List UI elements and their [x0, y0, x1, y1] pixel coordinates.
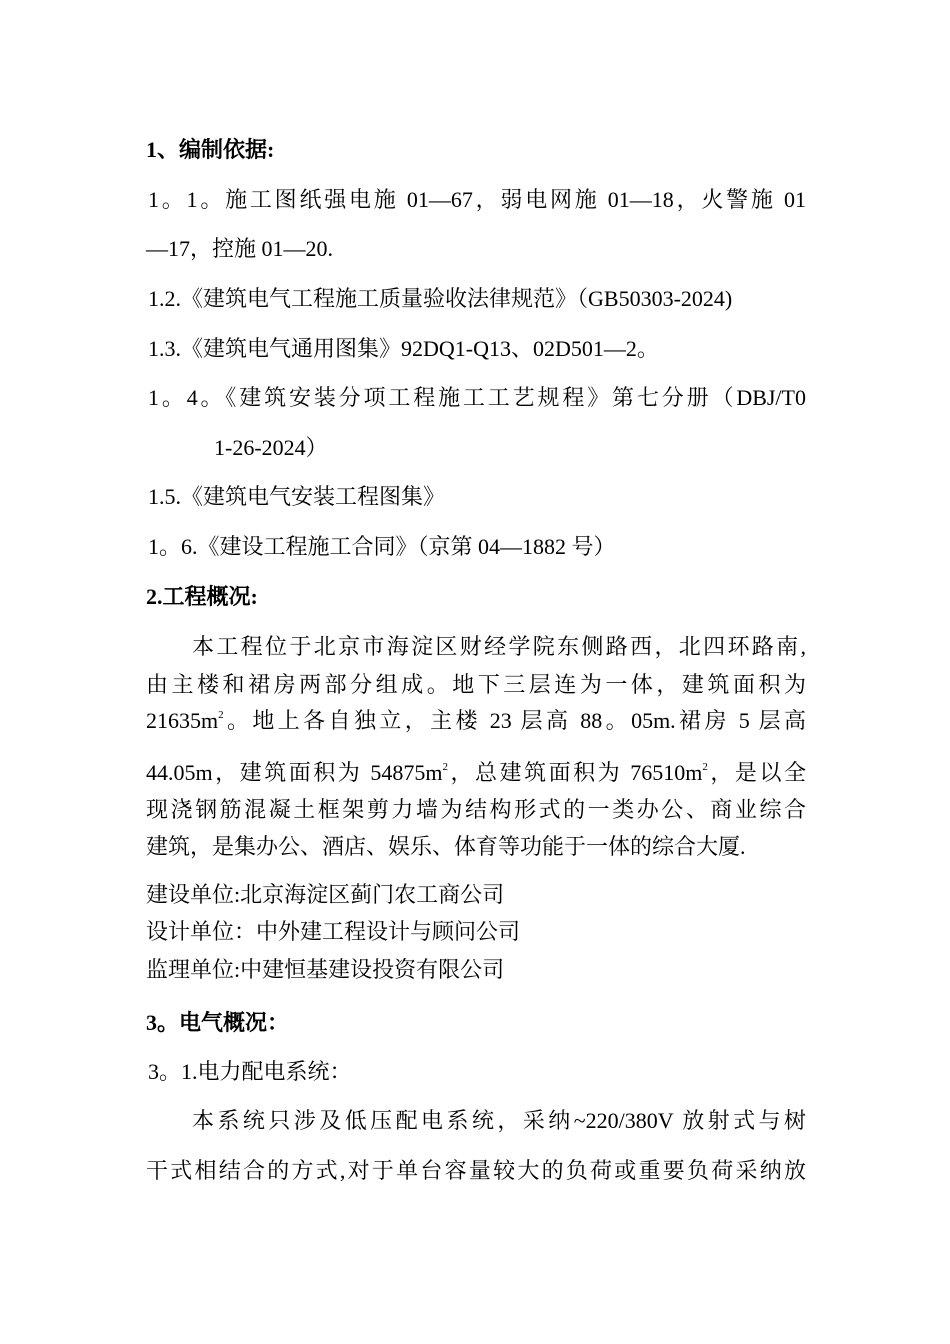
overview-para-line-3: $21635m^2$。地上各自独立，主楼 23 层高 88。05m.裙房 5 层高 — [146, 708, 806, 733]
electric-para-line-2: 干式相结合的方式,对于单台容量较大的负荷或重要负荷采纳放 — [146, 1158, 806, 1183]
overview-para-line-2: 由主楼和裙房两部分组成。地下三层连为一体，建筑面积为 — [146, 672, 806, 697]
overview-para-line-1: 本工程位于北京市海淀区财经学院东侧路西，北四环路南, — [192, 634, 806, 659]
basis-item-5: 1.5.《建筑电气安装工程图集》 — [148, 484, 446, 509]
basis-item-2: 1.2.《建筑电气工程施工质量验收法律规范》（GB50303-2024) — [148, 286, 733, 311]
section-heading-overview: 2.工程概况: — [146, 584, 258, 609]
basis-item-1-line-1: 1。1。施工图纸强电施 01—67，弱电网施 01—18，火警施 01 — [148, 187, 806, 212]
basis-item-6: 1。6.《建设工程施工合同》（京第 04—1882 号） — [148, 534, 616, 559]
electric-para-line-1: 本系统只涉及低压配电系统，采纳~220/380V 放射式与树 — [192, 1108, 806, 1133]
superscript-squared: 2 — [218, 708, 224, 721]
overview-para-line-4: 44.05m，建筑面积为 $54875m^2$，总建筑面积为 $76510m^2$，是以全 — [146, 760, 806, 785]
unit-construction: 建设单位:北京海淀区蓟门农工商公司 — [146, 882, 505, 907]
overview-para-line-6: 建筑，是集办公、酒店、娱乐、体育等功能于一体的综合大厦. — [146, 834, 746, 859]
section-heading-electric: 3。电气概况： — [146, 1010, 290, 1035]
basis-item-3: 1.3.《建筑电气通用图集》92DQ1-Q13、02D501—2。 — [148, 336, 659, 361]
basis-item-1-line-2: —17，控施 01—20. — [146, 236, 334, 261]
overview-para-line-5: 现浇钢筋混凝土框架剪力墙为结构形式的一类办公、商业综合 — [146, 797, 806, 822]
unit-design: 设计单位：中外建工程设计与顾问公司 — [146, 919, 521, 944]
basis-item-4-line-1: 1。4。《建筑安装分项工程施工工艺规程》第七分册（DBJ/T0 — [148, 385, 806, 410]
section-heading-basis: 1、编制依据: — [146, 137, 275, 162]
basis-item-4-line-2: 1-26-2024） — [214, 435, 328, 460]
unit-supervision: 监理单位:中建恒基建设投资有限公司 — [146, 957, 505, 982]
electric-sub-heading: 3。1.电力配电系统： — [148, 1059, 352, 1084]
